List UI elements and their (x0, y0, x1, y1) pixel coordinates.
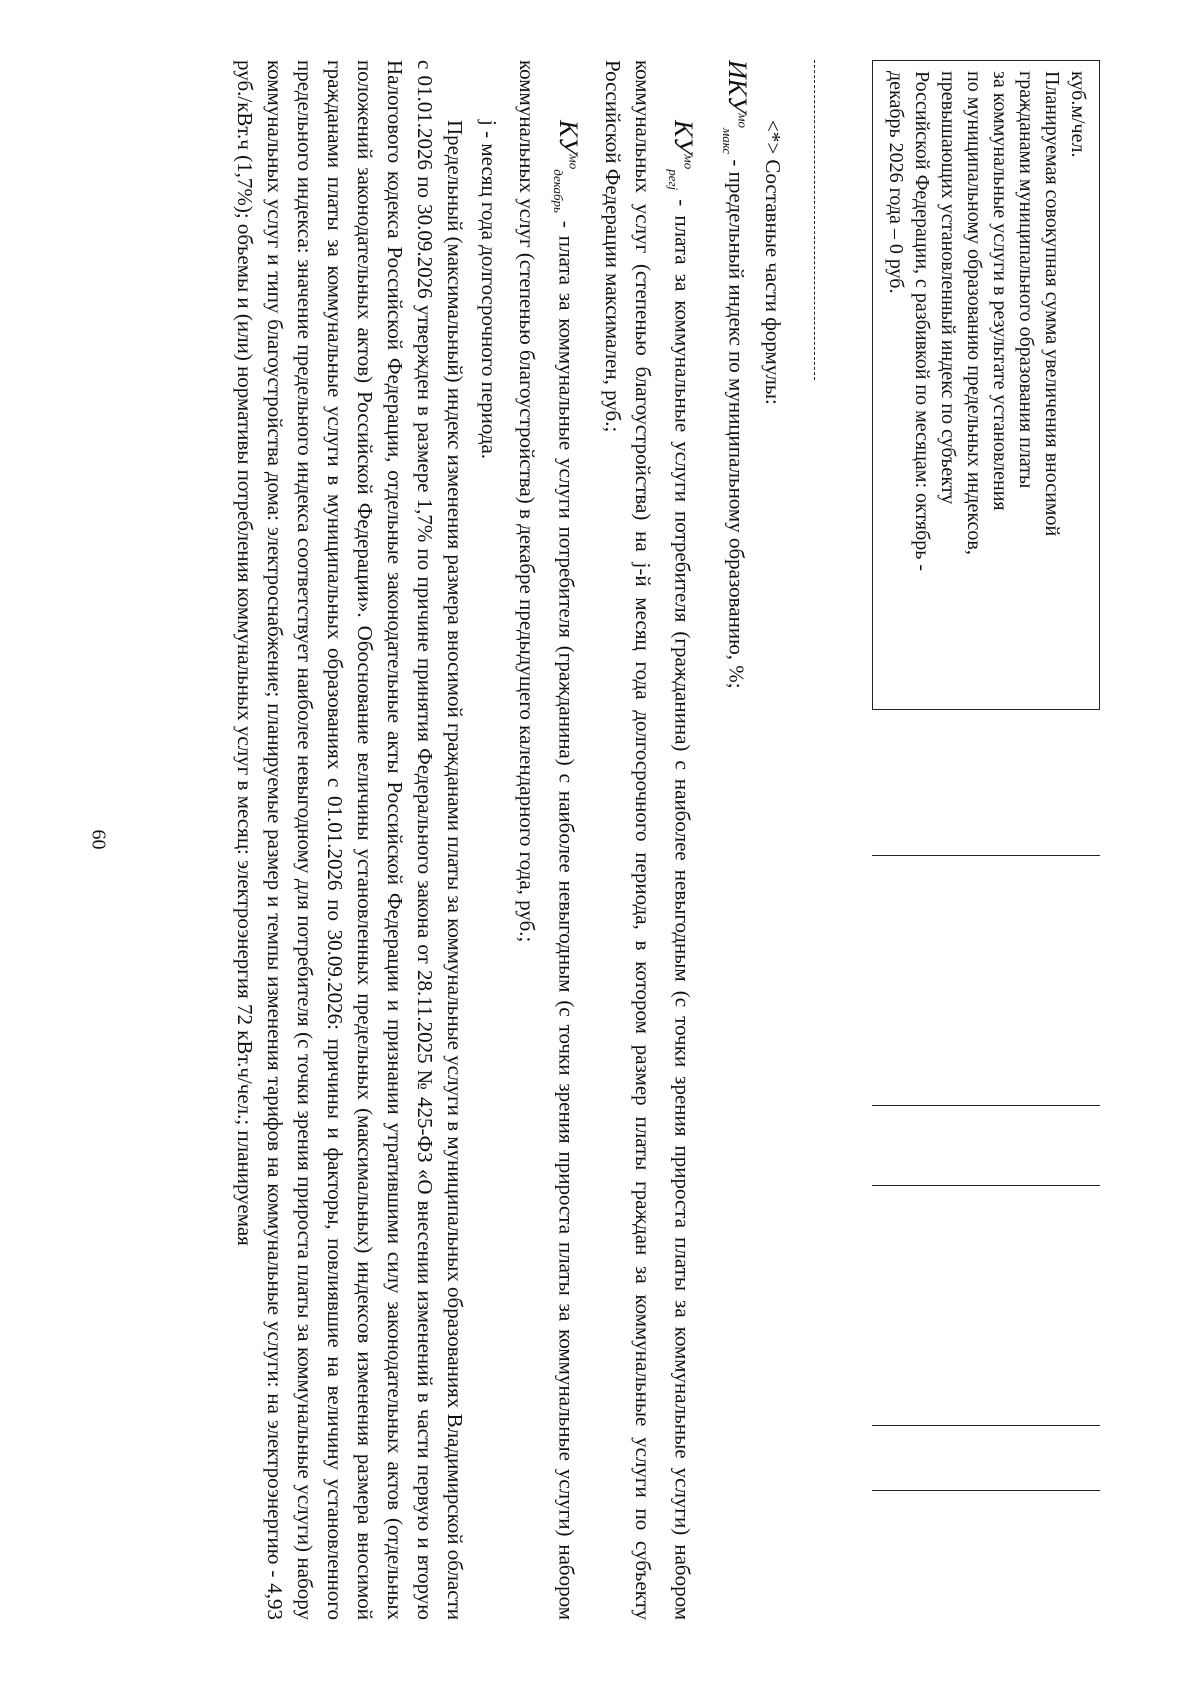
footnote-separator (814, 60, 815, 380)
table-cell-fragment (872, 60, 1100, 710)
table-line: превышающих установленный индекс по субъекту (937, 71, 959, 505)
formula-symbol: $КУ^{мо}_{регj}$ (666, 120, 699, 191)
formula-symbol: $КУ^{мо}_{декабрь}$ (550, 120, 583, 213)
formula-symbol: $ИКУ^{мо}_{макс}$ (720, 60, 753, 155)
table-line: за коммунальные услуги в результате установления (989, 71, 1011, 511)
formula-item (598, 60, 704, 1620)
formula-description: - плата за коммунальные услуги потребителя (гражданина) с наиболее невыгодным (с точки зрения прироста платы за коммунальные услуги) набором коммунальных услуг (степенью благоустройства) на j-й месяц года долгосрочного периода, в котором размер платы граждан за коммунальные услуги по субъекту Российской Федерации максимален, руб.; (601, 60, 695, 1620)
table-line: декабрь 2026 года – 0 руб. (885, 71, 907, 294)
table-line: куб.м/чел. (1067, 71, 1089, 158)
footnote-heading: <*> Составные части формулы: (761, 120, 785, 405)
formula-item (512, 60, 588, 1620)
j-definition: j - месяц года долгосрочного периода. (477, 120, 502, 460)
table-rule (872, 855, 1100, 856)
table-line: Планируемая совокупная сумма увеличения вносимой (1041, 71, 1063, 537)
page-number: 60 (87, 829, 110, 850)
table-rule (872, 1105, 1100, 1106)
rotated-page-content (100, 60, 1100, 1620)
body-paragraph: Предельный (максимальный) индекс изменения размера вносимой гражданами платы за коммунальные услуги в муниципальных образованиях Владимирской области с 01.01.2026 по 30.09.2026 утвержден в размере 1,7% по причине принятия Федерального закона от 28.11.2025 № 425-ФЗ «О внесении изменений в части первую и вторую Налогового кодекса Российской Федерации, отдельные законодательные акты Российской Федерации и признании утратившими силу законодательных актов (отдельных положений законодательных актов) Российской Федерации». Обоснование величины установленных предельных (максимальных) индексов изменения размера вносимой гражданами платы за коммунальные услуги в муниципальных образованиях с 01.01.2026 по 30.09.2026: причины и факторы, повлиявшие на величину установленного предельного индекса: значение предельного индекса соответствует наиболее невыгодному для потребителя (с точки зрения прироста платы за коммунальные услуги) набору коммунальных услуг и типу благоустройства дома: электроснабжение; планируемые размер и темпы изменения тарифов на коммунальные услуги: на электроэнергию - 4,93 руб./кВт.ч (1,7%); объемы и (или) нормативы потребления коммунальных услуг в месяц: электроэнергия 72 кВт.ч/чел.; планируемая (233, 60, 468, 1620)
footnote-section (230, 60, 815, 1620)
table-rule (872, 1490, 1100, 1491)
formula-description: - плата за коммунальные услуги потребителя (гражданина) с наиболее невыгодным (с точки зрения прироста платы за коммунальные услуги) набором коммунальных услуг (степенью благоустройства) в декабре предыдущего календарного года, руб.; (515, 60, 579, 1620)
table-rule (872, 1425, 1100, 1426)
table-line: по муниципальному образованию предельных индексов, (963, 71, 985, 555)
formula-item (712, 60, 758, 1620)
table-line: гражданами муниципального образования платы (1015, 71, 1037, 489)
table-rule (872, 1185, 1100, 1186)
table-line: Российской Федерации, с разбивкой по месяцам: октябрь - (911, 71, 933, 572)
formula-description: - предельный индекс по муниципальному образованию, %; (724, 154, 749, 689)
